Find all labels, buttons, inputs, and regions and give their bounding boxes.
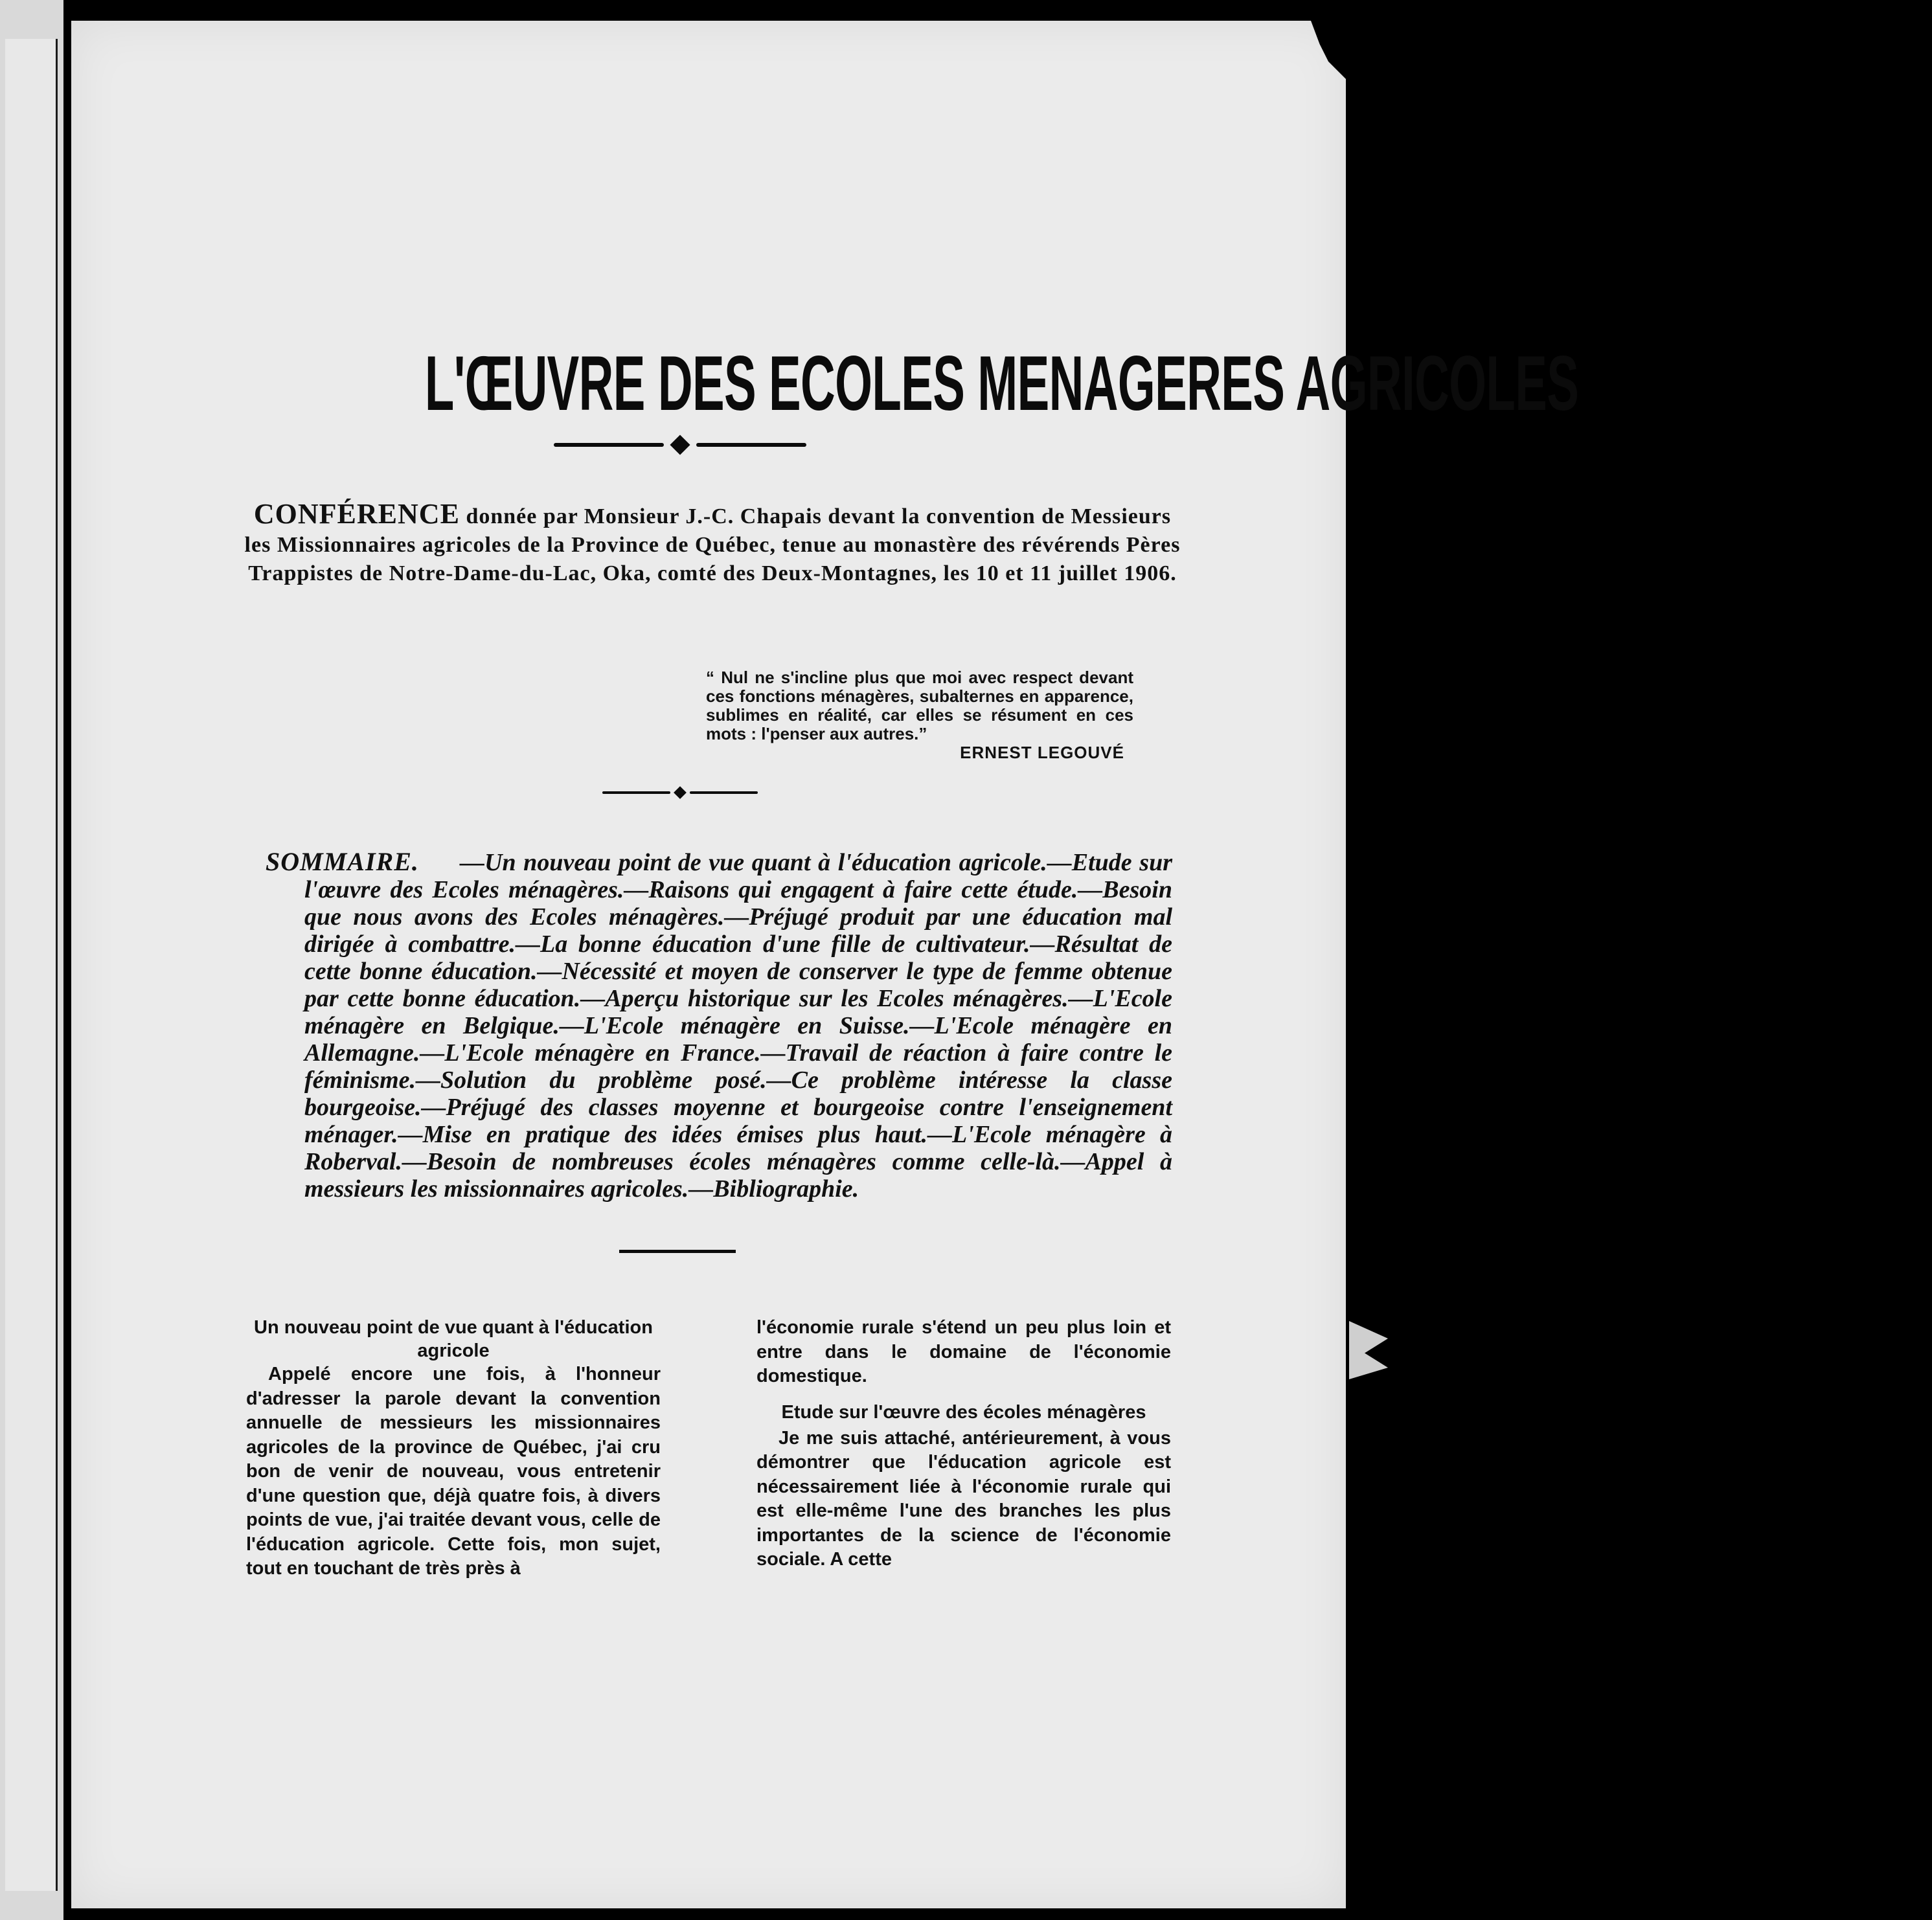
column-left-heading: Un nouveau point de vue quant à l'éducation agricole xyxy=(254,1317,653,1361)
column-left xyxy=(246,1316,661,1581)
column-right-paragraph: Je me suis attaché, antérieurement, à vous démontrer que l'éducation agricole est nécessairement liée à l'économie rurale qui est elle-même l'une des branches les plus importantes de la science de l'économie sociale. A cette xyxy=(756,1427,1171,1570)
adjacent-page-margin xyxy=(5,39,58,1891)
column-right xyxy=(756,1316,1171,1572)
conference-lead: CONFÉRENCE xyxy=(253,498,460,530)
conference-heading xyxy=(240,500,1185,588)
conference-text: donnée par Monsieur J.-C. Chapais devant la convention de Messieurs les Missionnaires agricoles de la Province de Québec, tenue au monastère des révérends Pères Trappistes de Notre-Dame-du-Lac, Oka, comté des Deux-Montagnes, les 10 et 11 juillet 1906. xyxy=(244,504,1181,585)
summary-lead: SOMMAIRE. xyxy=(266,847,419,876)
torn-corner xyxy=(1288,21,1346,79)
column-right-heading: Etude sur l'œuvre des écoles ménagères xyxy=(781,1401,1146,1423)
epigraph xyxy=(706,668,1133,762)
column-left-paragraph: Appelé encore une fois, à l'honneur d'adresser la parole devant la convention annuelle de messieurs les missionnaires agricoles de la province de Québec, j'ai cru bon de venir de nouveau, vous entretenir d'une question que, déjà quatre fois, à divers points de vue, j'ai traitée devant vous, celle de l'éducation agricole. Cette fois, mon sujet, tout en touchant de très près à xyxy=(246,1364,661,1579)
document-page xyxy=(71,21,1579,1908)
title-ornament xyxy=(554,435,806,455)
adjacent-page-edge xyxy=(0,0,63,1920)
summary-text: —Un nouveau point de vue quant à l'éducation agricole.—Etude sur l'œuvre des Ecoles ménagères.—Raisons qui engagent à faire cette étude.—Besoin que nous avons des Ecoles ménagères.—Préjugé produit par une éducation mal dirigée à combattre.—La bonne éducation d'une fille de cultivateur.—Résultat de cette bonne éducation.—Nécessité et moyen de conserver le type de femme obtenue par cette bonne éducation.—Aperçu historique sur les Ecoles ménagères.—L'Ecole ménagère en Belgique.—L'Ecole ménagère en Suisse.—L'Ecole ménagère en Allemagne.—L'Ecole ménagère en France.—Travail de réaction à faire contre le féminisme.—Solution du problème posé.—Ce problème intéresse la classe bourgeoise.—Préjugé des classes moyenne et bourgeoise contre l'enseignement ménager.—Mise en pratique des idées émises plus haut.—L'Ecole ménagère à Roberval.—Besoin de nombreuses écoles ménagères comme celle-là.—Appel à messieurs les missionnaires agricoles.—Bibliographie. xyxy=(304,849,1172,1203)
epigraph-author: ERNEST LEGOUVÉ xyxy=(960,743,1124,762)
summary-block xyxy=(266,848,1172,1203)
page-title: L'ŒUVRE DES ECOLES MENAGERES AGRICOLES xyxy=(424,340,1579,427)
section-divider xyxy=(619,1250,736,1253)
column-right-continuation: l'économie rurale s'étend un peu plus loin et entre dans le domaine de l'économie domestique. xyxy=(756,1317,1171,1386)
epigraph-quote: “ Nul ne s'incline plus que moi avec respect devant ces fonctions ménagères, subalternes en apparence, sublimes en réalité, car elles se résument en ces mots : l'penser aux autres.” xyxy=(706,668,1133,743)
section-ornament xyxy=(602,785,758,800)
scan-border-right xyxy=(1347,0,1396,1920)
